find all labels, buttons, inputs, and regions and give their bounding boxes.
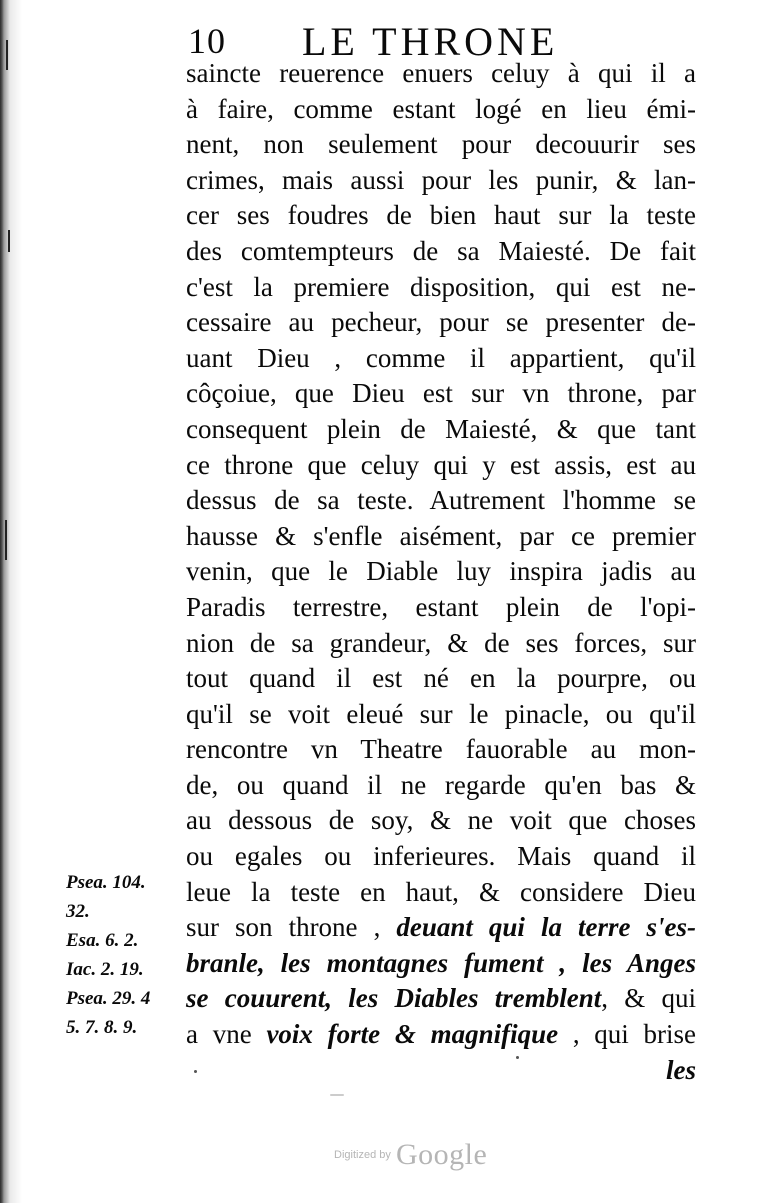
text-line: saincte reuerence enuers celuy à qui il a xyxy=(186,58,696,88)
text-line: nent, non seulement pour decouurir ses xyxy=(186,129,696,160)
margin-notes xyxy=(66,868,186,1042)
text-line: crimes, mais aussi pour les punir, & lan- xyxy=(186,164,696,195)
text-roman: a vne xyxy=(186,1019,252,1050)
text-line xyxy=(186,1017,696,1053)
watermark-digitized-text: Digitized by xyxy=(334,1149,391,1161)
text-line: à faire, comme estant logé en lieu émi- xyxy=(186,93,696,124)
margin-note: 5. 7. 8. 9. xyxy=(66,1017,138,1038)
text-line: c'est la premiere disposition, qui est ne- xyxy=(186,271,696,302)
page-number: 10 xyxy=(188,21,226,61)
body-text xyxy=(186,56,696,1088)
ink-speck xyxy=(330,1094,344,1096)
text-line: rencontre vn Theatre fauorable au mon- xyxy=(186,734,696,765)
text-line: cer ses foudres de bien haut sur la teste xyxy=(186,200,696,231)
catchword: les xyxy=(666,1054,696,1085)
text-line: des comtempteurs de sa Maiesté. De fait xyxy=(186,235,696,266)
margin-note: 32. xyxy=(66,901,90,922)
text-line xyxy=(186,981,696,1017)
text-line: ou egales ou inferieures. Mais quand il xyxy=(186,841,696,872)
text-line: côçoiue, que Dieu est sur vn throne, par xyxy=(186,378,696,409)
ink-speck xyxy=(516,1056,519,1059)
google-logo-text: Google xyxy=(395,1138,488,1171)
binding-mark xyxy=(6,40,8,70)
text-line: tout quand il est né en la pourpre, ou xyxy=(186,663,696,694)
text-line: consequent plein de Maiesté, & que tant xyxy=(186,413,696,444)
binding-mark xyxy=(5,520,7,560)
text-line: ce throne que celuy qui y est assis, est au xyxy=(186,449,696,480)
text-italic: voix forte & magnifique xyxy=(266,1019,559,1050)
text-italic: se couurent, les Diables tremblent xyxy=(186,983,602,1014)
text-line: qu'il se voit eleué sur le pinacle, ou qu'il xyxy=(186,698,696,729)
text-roman: , qui brise xyxy=(572,1019,697,1050)
ink-speck xyxy=(194,1070,197,1073)
text-line: venin, que le Diable luy inspira jadis au xyxy=(186,556,696,587)
text-roman: sur son throne , xyxy=(186,912,381,943)
text-line: hausse & s'enfle aisément, par ce premier xyxy=(186,520,696,551)
margin-note: Psea. 104. xyxy=(66,872,146,893)
text-line: cessaire au pecheur, pour se presenter de- xyxy=(186,307,696,338)
binding-mark xyxy=(8,230,10,252)
text-line: de, ou quand il ne regarde qu'en bas & xyxy=(186,769,696,800)
text-line: Paradis terrestre, estant plein de l'opi- xyxy=(186,591,696,622)
text-line: leue la teste en haut, & considere Dieu xyxy=(186,876,696,907)
running-title: LE THRONE xyxy=(302,19,559,64)
text-line: nion de sa grandeur, & de ses forces, sur xyxy=(186,627,696,658)
text-italic: branle, les montagnes fument , les Anges xyxy=(186,947,696,978)
margin-note: Psea. 29. 4 xyxy=(66,988,151,1009)
digitized-by-google-watermark xyxy=(334,1138,487,1172)
text-line: au dessous de soy, & ne voit que choses xyxy=(186,805,696,836)
margin-note: Iac. 2. 19. xyxy=(66,959,144,980)
text-line xyxy=(186,910,696,946)
text-line xyxy=(186,946,696,982)
text-italic: deuant qui la terre s'es- xyxy=(396,912,696,943)
margin-note: Esa. 6. 2. xyxy=(66,930,139,951)
text-roman: , & qui xyxy=(601,983,696,1014)
text-line: uant Dieu , comme il appartient, qu'il xyxy=(186,342,696,373)
text-line: dessus de sa teste. Autrement l'homme se xyxy=(186,485,696,516)
page-gutter-shadow xyxy=(0,0,30,1203)
